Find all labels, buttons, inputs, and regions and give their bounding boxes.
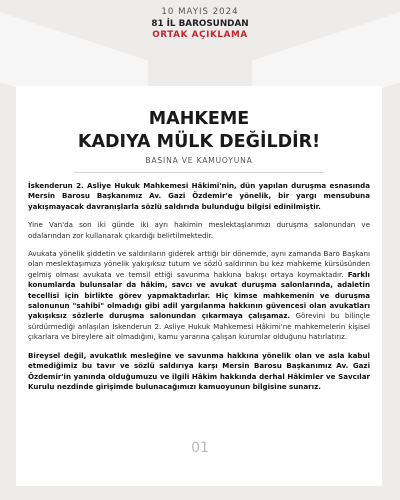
paragraph-1	[28, 181, 370, 212]
paragraph-3	[28, 249, 370, 343]
paragraph-3-text-a: Avukata yönelik şiddetin ve saldırıların giderek arttığı bir dönemde, aynı zamanda Baro Başkanı olan meslektaşımıza yönelik yakışıksız tutum ve sözlü saldırının bu kez mahkeme kürsüsünden gelmiş olması avukata ve temsil ettiği savunma hakkına bakışı ortaya koymaktadır.	[28, 249, 370, 279]
header	[0, 0, 400, 86]
header-title: ORTAK AÇIKLAMA	[152, 30, 248, 40]
page-number: 01	[191, 440, 209, 456]
subtitle-divider	[74, 172, 324, 173]
main-title-line2: KADIYA MÜLK DEĞİLDİR!	[77, 132, 321, 152]
paragraph-2: Yine Van'da son iki günde iki ayrı hakimin meslektaşlarımızı duruşma salonundan ve odalarından zor kullanarak çıkardığı belirtilmektedir.	[28, 220, 370, 240]
paragraph-3-text-b: Görevini bu bilinçle sürdürmediği anlaşılan İskenderun 2. Asliye Hukuk Mahkemesi Hâkimi'ne mahkemelerin kişisel çıkarlara ve bireylere ait olmadığını, kamu yararına çalışan kurumlar olduğunu hatırlatırız.	[28, 311, 370, 342]
main-title	[16, 108, 382, 154]
header-date: 10 MAYIS 2024	[161, 7, 239, 17]
paragraph-1-text: İskenderun 2. Asliye Hukuk Mahkemesi Hâkimi'nin, dün yapılan duruşma esnasında Mersin Barosu Başkanımız Av. Gazi Özdemir'e yönelik, bir yargı mensubuna yakışmayacak davranışlarla sözlü saldırıda bulunduğu bilgisi edinilmiştir.	[28, 181, 370, 211]
paragraph-4	[28, 351, 370, 393]
header-bar: 81 İL BAROSUNDAN	[151, 19, 249, 29]
paragraph-4-text: Bireysel değil, avukatlık mesleğine ve savunma hakkına yönelik olan ve asla kabul etmediğimiz bu tavır ve sözlü saldırıya karşı Mersin Barosu Başkanımız Av. Gazi Özdemir'in yanında olduğumuzu ve ilgili Hâkim hakkında derhal Hâkimler ve Savcılar Kurulu nezdinde girişimde bulunacağımızı kamuoyunun bilgisine sunarız.	[28, 350, 370, 391]
statement-card	[16, 86, 382, 486]
subtitle: BASINA VE KAMUOYUNA	[145, 156, 253, 165]
statement-body	[28, 181, 370, 400]
paragraph-3-text-bold: Farklı konumlarda bulunsalar da hâkim, savcı ve avukat duruşma salonlarında, adaletin tecellisi için birlikte görev yapmaktadırlar. Hiç kimse mahkemenin ve duruşma salonunun "sahibi" olmadığı gibi adil yargılanma hakkının güvencesi olan avukatları yakışıksız sözlerle duruşma salonundan çıkarmaya çalışamaz.	[28, 269, 370, 321]
main-title-line1: MAHKEME	[148, 109, 250, 129]
